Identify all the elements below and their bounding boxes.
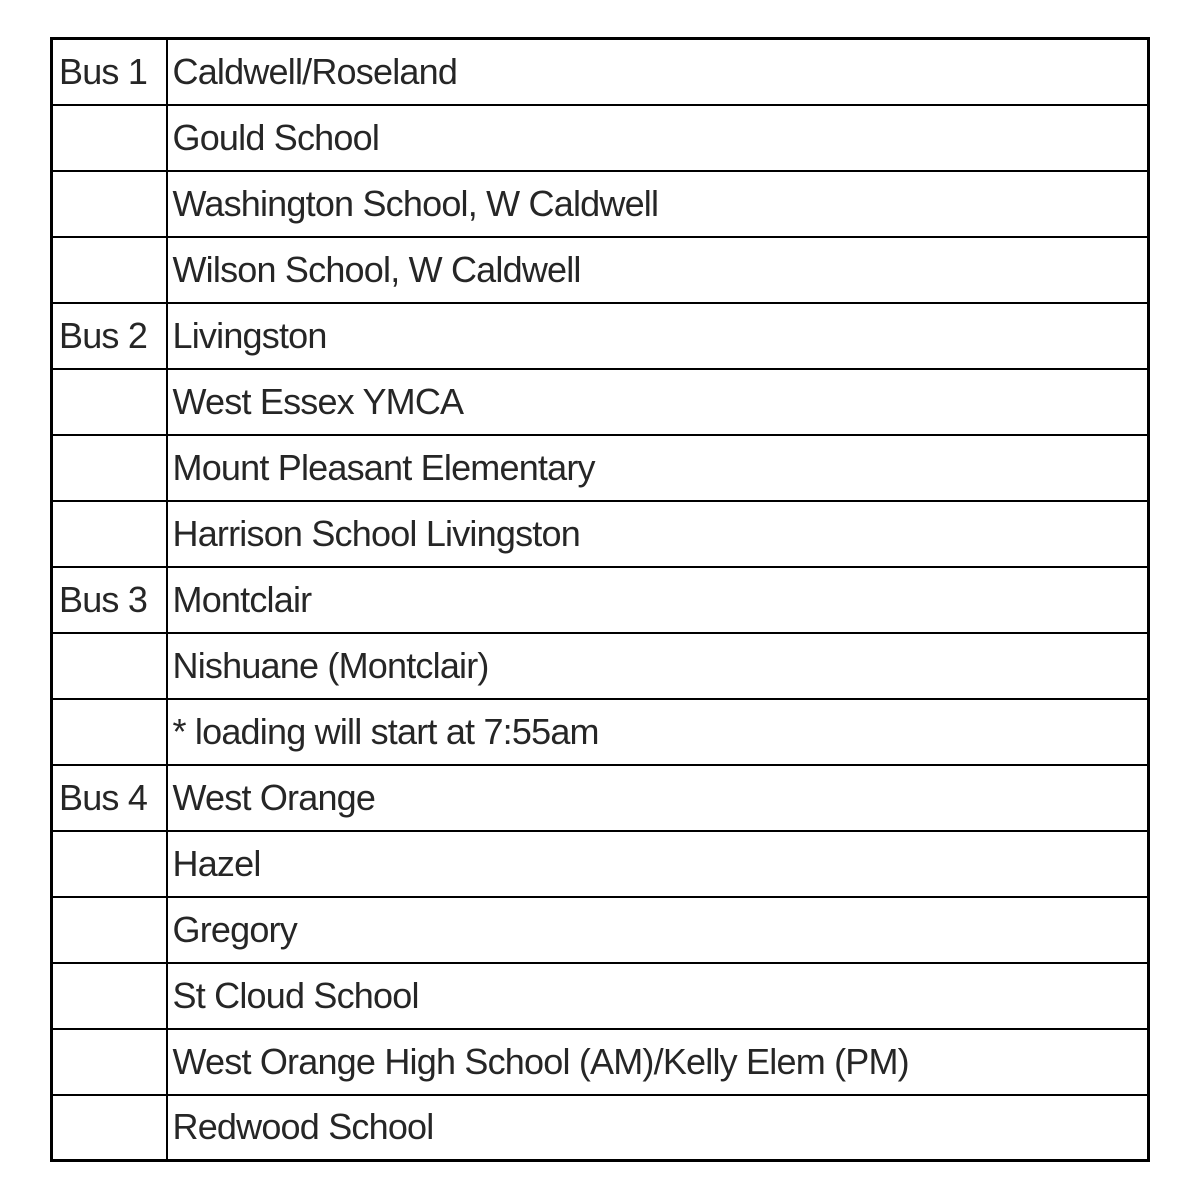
- table-row: [52, 633, 1149, 699]
- bus-schedule-table: [50, 37, 1150, 1162]
- bus-label-cell: Bus 3: [52, 567, 167, 633]
- table-row: [52, 963, 1149, 1029]
- location-cell: West Orange: [167, 765, 1149, 831]
- table-row: [52, 105, 1149, 171]
- bus-label-cell: Bus 1: [52, 39, 167, 105]
- table-row: [52, 435, 1149, 501]
- location-cell: Hazel: [167, 831, 1149, 897]
- location-cell: Caldwell/Roseland: [167, 39, 1149, 105]
- table-row: [52, 831, 1149, 897]
- table-row: [52, 369, 1149, 435]
- bus-label-cell: [52, 237, 167, 303]
- table-row: [52, 171, 1149, 237]
- table-row: [52, 303, 1149, 369]
- table-row: [52, 1029, 1149, 1095]
- location-cell: Wilson School, W Caldwell: [167, 237, 1149, 303]
- location-cell: St Cloud School: [167, 963, 1149, 1029]
- bus-label-cell: Bus 4: [52, 765, 167, 831]
- table-row: [52, 765, 1149, 831]
- bus-label-cell: [52, 831, 167, 897]
- bus-label-cell: Bus 2: [52, 303, 167, 369]
- bus-label-cell: [52, 435, 167, 501]
- bus-label-cell: [52, 963, 167, 1029]
- location-cell: Montclair: [167, 567, 1149, 633]
- bus-label-cell: [52, 369, 167, 435]
- location-cell: Gould School: [167, 105, 1149, 171]
- location-cell: Livingston: [167, 303, 1149, 369]
- bus-label-cell: [52, 897, 167, 963]
- bus-label-cell: [52, 633, 167, 699]
- bus-label-cell: [52, 1029, 167, 1095]
- location-cell: West Essex YMCA: [167, 369, 1149, 435]
- table-row: [52, 1095, 1149, 1161]
- location-cell: Gregory: [167, 897, 1149, 963]
- location-cell: Washington School, W Caldwell: [167, 171, 1149, 237]
- bus-label-cell: [52, 699, 167, 765]
- location-cell: Mount Pleasant Elementary: [167, 435, 1149, 501]
- table-row: [52, 237, 1149, 303]
- table-row: [52, 699, 1149, 765]
- bus-label-cell: [52, 171, 167, 237]
- table-row: [52, 897, 1149, 963]
- table-row: [52, 567, 1149, 633]
- table-row: [52, 39, 1149, 105]
- location-cell: West Orange High School (AM)/Kelly Elem (PM): [167, 1029, 1149, 1095]
- bus-label-cell: [52, 1095, 167, 1161]
- table-row: [52, 501, 1149, 567]
- location-cell: * loading will start at 7:55am: [167, 699, 1149, 765]
- location-cell: Nishuane (Montclair): [167, 633, 1149, 699]
- bus-label-cell: [52, 501, 167, 567]
- bus-label-cell: [52, 105, 167, 171]
- bus-table-body: [52, 39, 1149, 1161]
- location-cell: Redwood School: [167, 1095, 1149, 1161]
- location-cell: Harrison School Livingston: [167, 501, 1149, 567]
